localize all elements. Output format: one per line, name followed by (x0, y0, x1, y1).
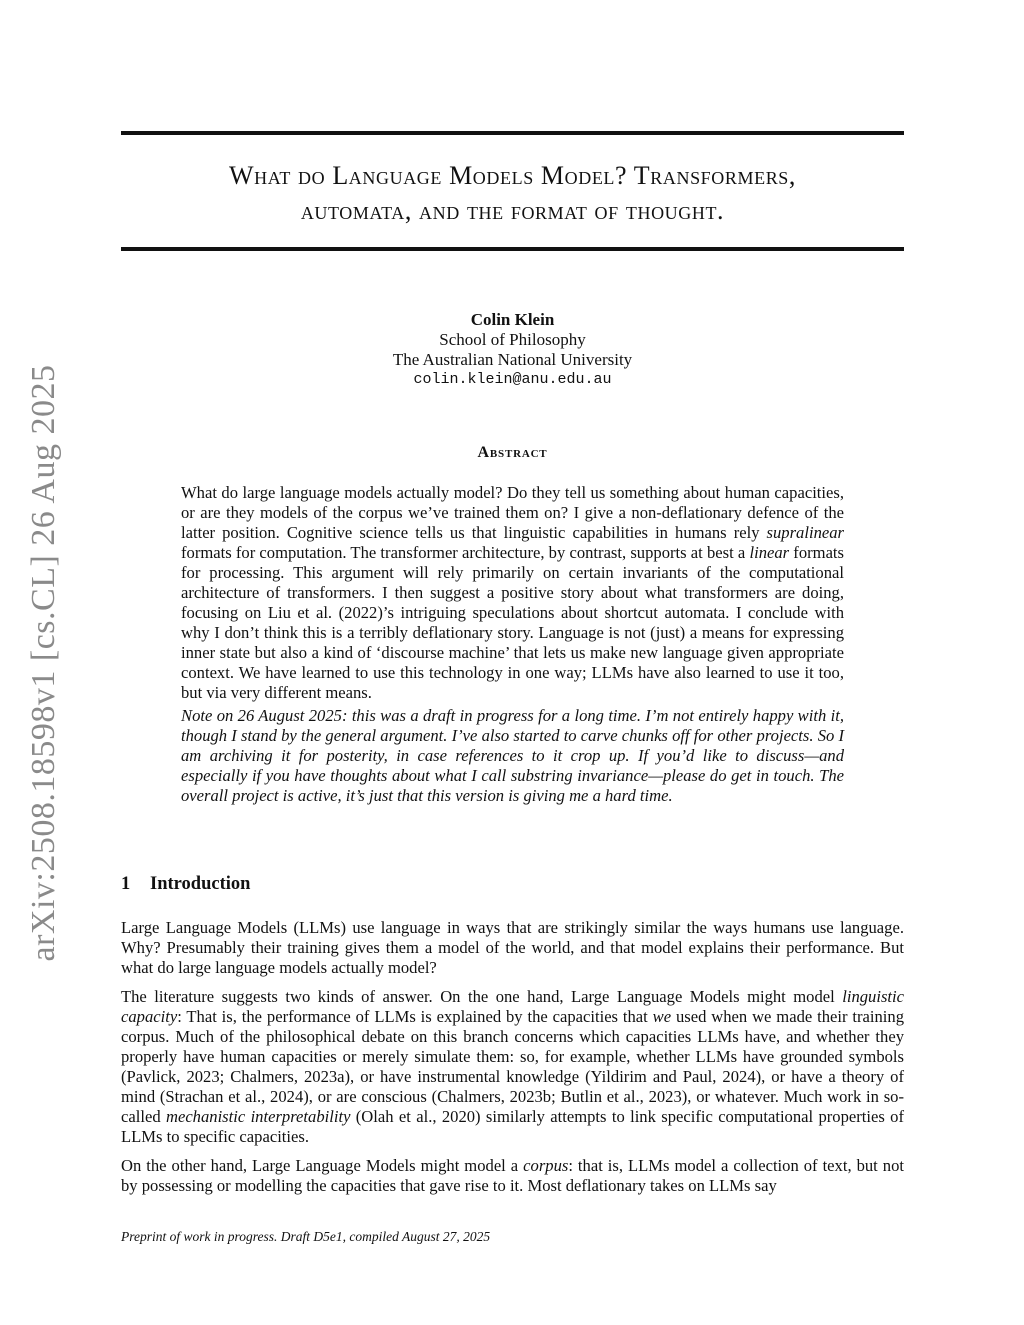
body-emphasis: corpus (523, 1156, 569, 1175)
abstract-text: formats for processing. This argument will rely primarily on certain invariants of the computational architecture of transformers. I then suggest a positive story about what transformers are doing, focusing on Liu et al. (2022)’s intriguing speculations about shortcut automata. I conclude with why I don’t think this is a terribly deflationary story. Language is not (just) a means for expressing inner state but also a kind of ‘discourse machine’ that lets us make new language given appropriate context. We have learned to use this technology in one way; LLMs have also learned to use it too, but via very different means. (181, 543, 844, 702)
page-footer: Preprint of work in progress. Draft D5e1, compiled August 27, 2025 (121, 1229, 491, 1244)
abstract-text: formats for computation. The transformer architecture, by contrast, supports at best a (181, 543, 750, 562)
paper-title-line-1: What do Language Models Model? Transformers, (228, 161, 797, 190)
author-email: colin.klein@anu.edu.au (413, 371, 612, 388)
abstract-note: Note on 26 August 2025: this was a draft in progress for a long time. I’m not entirely happy with it, though I stand by the general argument. I’ve also started to carve chunks off for other projects. So I am archiving it for posterity, in case references to it crop up. If you’d like to discuss—and especially if you have thoughts about what I call substring invariance—please do get in touch. The overall project is active, it’s just that this version is giving me a hard time. (181, 706, 844, 805)
body-paragraph (121, 1156, 904, 1196)
body-emphasis: we (652, 1007, 672, 1026)
section-title: Introduction (150, 874, 251, 894)
abstract-text: What do large language models actually model? Do they tell us something about human capacities, or are they models of the corpus we’ve trained them on? I give a non-deflationary defence of the latter position. Cognitive science tells us that linguistic capabilities in humans rely (181, 483, 844, 542)
arxiv-identifier-stamp: arXiv:2508.18598v1 [cs.CL] 26 Aug 2025 (25, 364, 62, 962)
title-top-rule (121, 131, 904, 135)
body-paragraph: Large Language Models (LLMs) use language in ways that are strikingly similar the ways humans use language. Why? Presumably their training gives them a model of the world, and that model explains their performance. But what do large language models actually model? (121, 918, 904, 977)
body-text-run: On the other hand, Large Language Models might model a (121, 1156, 524, 1175)
body-text-run: used when we made their training corpus. Much of the philosophical debate on this branch concerns which capacities LLMs have, and whether they properly have human capacities or merely simulate them: so, for example, whether LLMs have grounded symbols (Pavlick, 2023; Chalmers, 2023a), or have instrumental knowledge (Yildirim and Paul, 2024), or have a theory of mind (Strachan et al., 2024), or are conscious (Chalmers, 2023b; Butlin et al., 2023), or whatever. Much work in so-called (121, 1007, 904, 1126)
abstract-paragraph (181, 483, 844, 703)
body-emphasis: linguistic capacity (121, 987, 904, 1026)
body-text-run: The literature suggests two kinds of answer. On the one hand, Large Language Models might model (121, 987, 843, 1006)
paper-title-line-2: automata, and the format of thought. (300, 196, 725, 225)
body-paragraph (121, 987, 904, 1147)
body-text-run: : That is, the performance of LLMs is explained by the capacities that (177, 1007, 653, 1026)
author-block (121, 310, 904, 390)
body-text-run: : that is, LLMs model a collection of text, but not by possessing or modelling the capacities that gave rise to it. Most deflationary takes on LLMs say (121, 1156, 904, 1195)
author-name: Colin Klein (470, 310, 555, 329)
author-department: School of Philosophy (439, 330, 586, 349)
paper-title (121, 158, 904, 228)
abstract-emphasis: supralinear (766, 523, 844, 542)
body-text (121, 918, 904, 1205)
abstract-body (181, 483, 844, 809)
abstract-heading: Abstract (477, 444, 548, 461)
section-number: 1 (121, 874, 131, 894)
abstract-emphasis: linear (749, 543, 790, 562)
body-text-run: (Olah et al., 2020) similarly attempts to link specific computational properties of LLMs to specific capacities. (121, 1107, 904, 1146)
author-institution: The Australian National University (392, 350, 633, 369)
title-bottom-rule (121, 247, 904, 251)
section-heading (121, 874, 250, 895)
body-emphasis: mechanistic interpretability (165, 1107, 351, 1126)
